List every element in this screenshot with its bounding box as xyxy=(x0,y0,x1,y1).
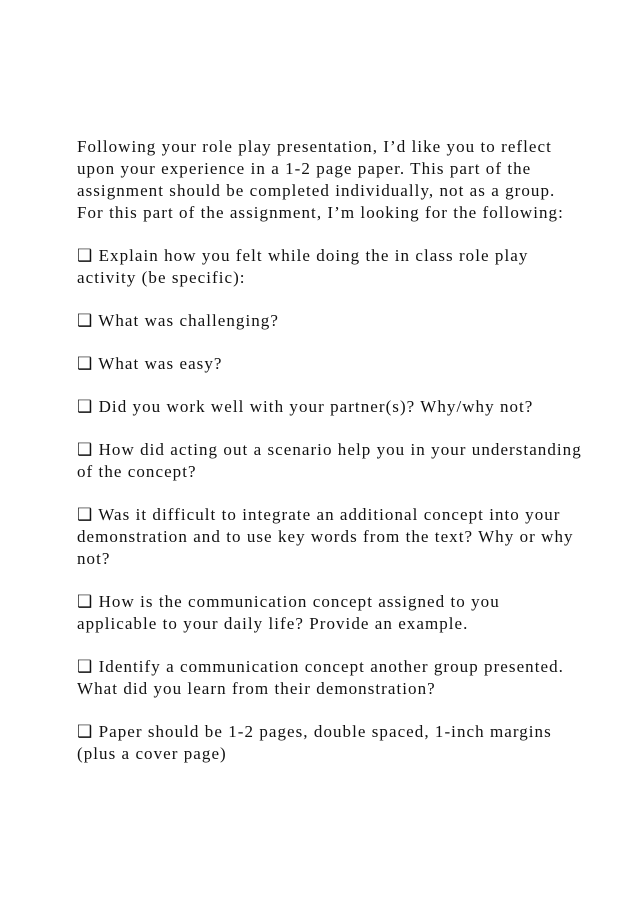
paragraph-gap xyxy=(77,332,597,353)
paragraph-gap xyxy=(77,418,597,439)
checklist-item-format: ❑ Paper should be 1-2 pages, double spaced, 1-inch margins (plus a cover page) xyxy=(77,722,552,763)
checklist-item-easy: ❑ What was easy? xyxy=(77,354,223,373)
paragraph-gap xyxy=(77,224,597,245)
checklist-item-feelings: ❑ Explain how you felt while doing the in class role play activity (be specific): xyxy=(77,246,529,287)
paragraph-gap xyxy=(77,570,597,591)
paragraph-gap xyxy=(77,483,597,504)
paragraph-gap xyxy=(77,700,597,721)
checklist-item-other-group: ❑ Identify a communication concept another group presented. What did you learn from their demonstration? xyxy=(77,657,564,698)
paragraph-gap xyxy=(77,289,597,310)
document-body xyxy=(77,136,597,765)
checklist-item-challenging: ❑ What was challenging? xyxy=(77,311,279,330)
paragraph-gap xyxy=(77,375,597,396)
intro-paragraph: Following your role play presentation, I’d like you to reflect upon your experience in a 1-2 page paper. This part of the assignment should be completed individually, not as a group. For this part of the assignment, I’m looking for the following: xyxy=(77,137,564,222)
checklist-item-integrate: ❑ Was it difficult to integrate an additional concept into your demonstration and to use key words from the text? Why or why not? xyxy=(77,505,574,568)
paragraph-gap xyxy=(77,635,597,656)
checklist-item-daily-life: ❑ How is the communication concept assigned to you applicable to your daily life? Provide an example. xyxy=(77,592,500,633)
checklist-item-scenario: ❑ How did acting out a scenario help you in your understanding of the concept? xyxy=(77,440,582,481)
checklist-item-partners: ❑ Did you work well with your partner(s)? Why/why not? xyxy=(77,397,534,416)
